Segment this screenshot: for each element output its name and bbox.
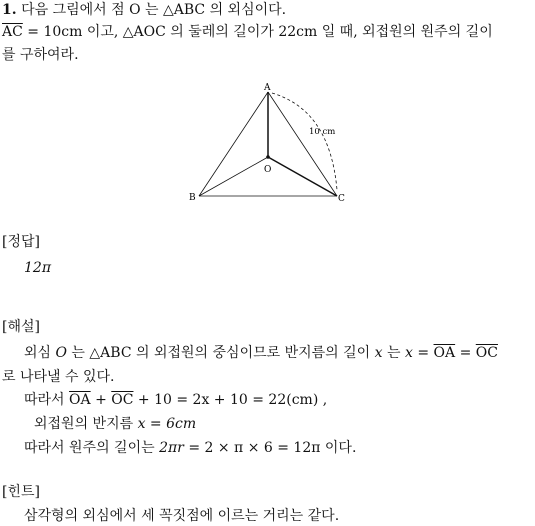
label-o: O xyxy=(264,165,272,175)
problem-number: 1. xyxy=(2,2,17,18)
exp1-oc: $\overline{OC}$ xyxy=(475,345,498,361)
exp1-c: 는 xyxy=(382,345,405,361)
edge-ob xyxy=(199,157,268,196)
explanation-line-3 xyxy=(24,390,327,410)
exp4-a: 외접원의 반지름 xyxy=(34,416,138,432)
exp5-a: 따라서 원주의 길이는 xyxy=(24,440,160,456)
exp5-c: = 2 × π × 6 = 12π 이다. xyxy=(183,440,357,456)
answer-value: 12π xyxy=(24,260,52,276)
exp1-b: 는 △ABC 의 외접원의 중심이므로 반지름의 길이 xyxy=(66,345,375,361)
problem-line-3: 를 구하여라. xyxy=(2,47,79,63)
explanation-header: [해설] xyxy=(2,319,40,335)
exp1-eq2: = xyxy=(455,345,476,361)
label-c: C xyxy=(338,194,345,204)
exp1-x2: x xyxy=(404,345,413,361)
segment-ac: $\overline{AC}$ xyxy=(2,24,23,40)
exp3-a: 따라서 xyxy=(24,392,70,408)
exp1-a: 외심 xyxy=(24,345,56,361)
exp3-oa: $\overline{OA}$ xyxy=(69,392,91,408)
exp4-b: x = 6cm xyxy=(137,416,197,432)
exp3-oc: $\overline{OC}$ xyxy=(111,392,134,408)
exp1-x: x xyxy=(374,345,383,361)
edge-oc xyxy=(268,157,337,196)
exp1-oa: $\overline{OA}$ xyxy=(433,345,456,361)
point-o xyxy=(266,155,270,159)
explanation-line-4 xyxy=(34,414,196,434)
answer-header: [정답] xyxy=(2,234,40,250)
hint-header: [힌트] xyxy=(2,484,40,500)
edge-ab xyxy=(199,92,268,196)
arc-length-label: 10 cm xyxy=(309,127,336,137)
explanation-line-5 xyxy=(24,438,356,458)
explanation-line-2: 로 나타낼 수 있다. xyxy=(2,369,115,385)
exp3-plus: + xyxy=(90,392,112,408)
problem-text-2: = 10cm 이고, △AOC 의 둘레의 길이가 22cm 일 때, 외접원의 원주의 길이 xyxy=(22,24,493,40)
problem-text-1: 다음 그림에서 점 O 는 △ABC 의 외심이다. xyxy=(21,2,287,18)
exp1-o: O xyxy=(55,345,67,361)
triangle-figure xyxy=(0,0,535,220)
label-b: B xyxy=(189,193,196,203)
explanation-line-1 xyxy=(24,343,498,363)
exp1-eq1: = xyxy=(412,345,434,361)
label-a: A xyxy=(264,83,271,93)
dashed-arc-ac xyxy=(272,93,337,190)
exp5-b: 2πr xyxy=(159,440,184,456)
exp3-rest: + 10 = 2x + 10 = 22(cm) , xyxy=(133,392,328,408)
hint-text: 삼각형의 외심에서 세 꼭짓점에 이르는 거리는 같다. xyxy=(24,508,340,524)
